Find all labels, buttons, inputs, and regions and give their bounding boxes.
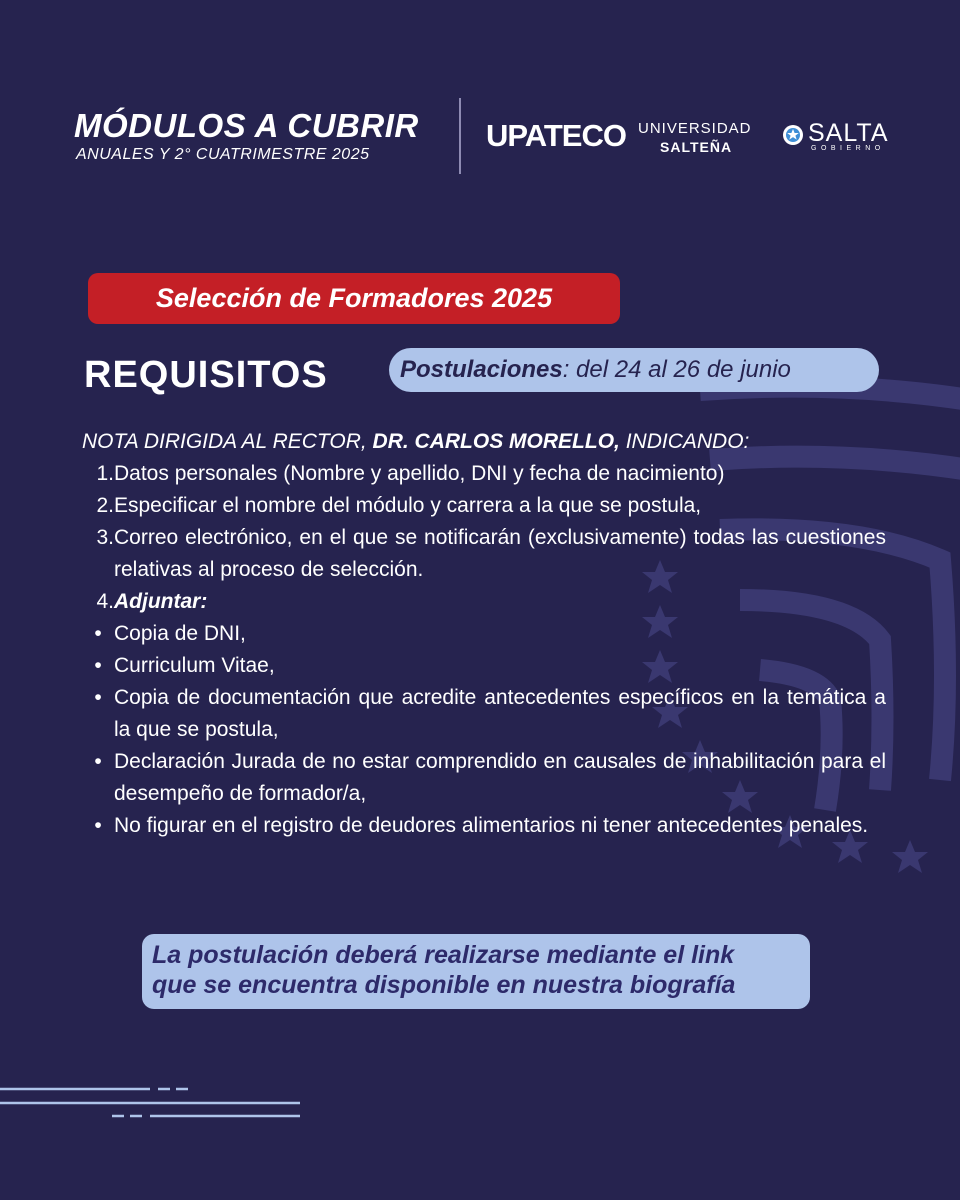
bullet-item (82, 618, 886, 650)
decorative-lines (0, 1080, 320, 1120)
numbered-item (82, 522, 886, 586)
footer-line1: La postulación deberá realizarse mediante el link (152, 941, 735, 969)
bullet-text: Copia de documentación que acredite antecedentes específicos en la temática a la que se postula, (114, 686, 886, 741)
bullet-text: Copia de DNI, (114, 622, 246, 645)
dates-value: : del 24 al 26 de junio (562, 356, 791, 383)
header-subtitle: ANUALES Y 2° CUATRIMESTRE 2025 (76, 146, 370, 163)
note-line (82, 426, 886, 458)
bullet-icon: • (94, 622, 102, 645)
university-logo-line2: SALTEÑA (660, 139, 733, 155)
salta-logo-line2: GOBIERNO (811, 145, 885, 152)
bullet-text: Curriculum Vitae, (114, 654, 275, 677)
selection-badge: Selección de Formadores 2025 (88, 273, 620, 324)
bullet-item (82, 810, 886, 842)
star-icon (892, 840, 928, 873)
footer-callout (142, 934, 810, 1009)
university-logo-line1: UNIVERSIDAD (638, 120, 752, 137)
item-text: Adjuntar: (114, 590, 208, 613)
bullet-icon: • (94, 686, 102, 709)
upateco-logo: UPATECO (486, 118, 626, 153)
bullet-icon: • (94, 654, 102, 677)
sun-star-icon (782, 124, 804, 146)
item-text: Correo electrónico, en el que se notificarán (exclusivamente) todas las cuestiones relativas al proceso de selección. (114, 526, 886, 581)
bullet-item (82, 650, 886, 682)
footer-line2: que se encuentra disponible en nuestra biografía (152, 971, 736, 999)
note-prefix: NOTA DIRIGIDA AL RECTOR, (82, 430, 373, 453)
bullet-item (82, 746, 886, 810)
item-number: 1. (96, 462, 114, 485)
bullet-icon: • (94, 750, 102, 773)
item-text: Especificar el nombre del módulo y carrera a la que se postula, (114, 494, 702, 517)
header-title: MÓDULOS A CUBRIR (74, 107, 419, 144)
header-divider (459, 98, 461, 174)
requisitos-title: REQUISITOS (84, 354, 328, 396)
dates-pill (389, 348, 879, 392)
bullet-icon: • (94, 814, 102, 837)
numbered-item (82, 586, 886, 618)
bullet-text: No figurar en el registro de deudores alimentarios ni tener antecedentes penales. (114, 814, 869, 837)
numbered-item (82, 458, 886, 490)
item-number: 4. (96, 590, 114, 613)
note-suffix: INDICANDO: (619, 430, 750, 453)
item-number: 3. (96, 526, 114, 549)
dates-label: Postulaciones (400, 356, 563, 383)
bullet-item (82, 682, 886, 746)
requirements-content (82, 426, 886, 842)
bullet-text: Declaración Jurada de no estar comprendido en causales de inhabilitación para el desempeño de formador/a, (114, 750, 886, 805)
numbered-item (82, 490, 886, 522)
note-name: DR. CARLOS MORELLO, (372, 430, 620, 453)
item-number: 2. (96, 494, 114, 517)
item-text: Datos personales (Nombre y apellido, DNI y fecha de nacimiento) (114, 462, 725, 485)
salta-logo-line1: SALTA (808, 119, 889, 147)
